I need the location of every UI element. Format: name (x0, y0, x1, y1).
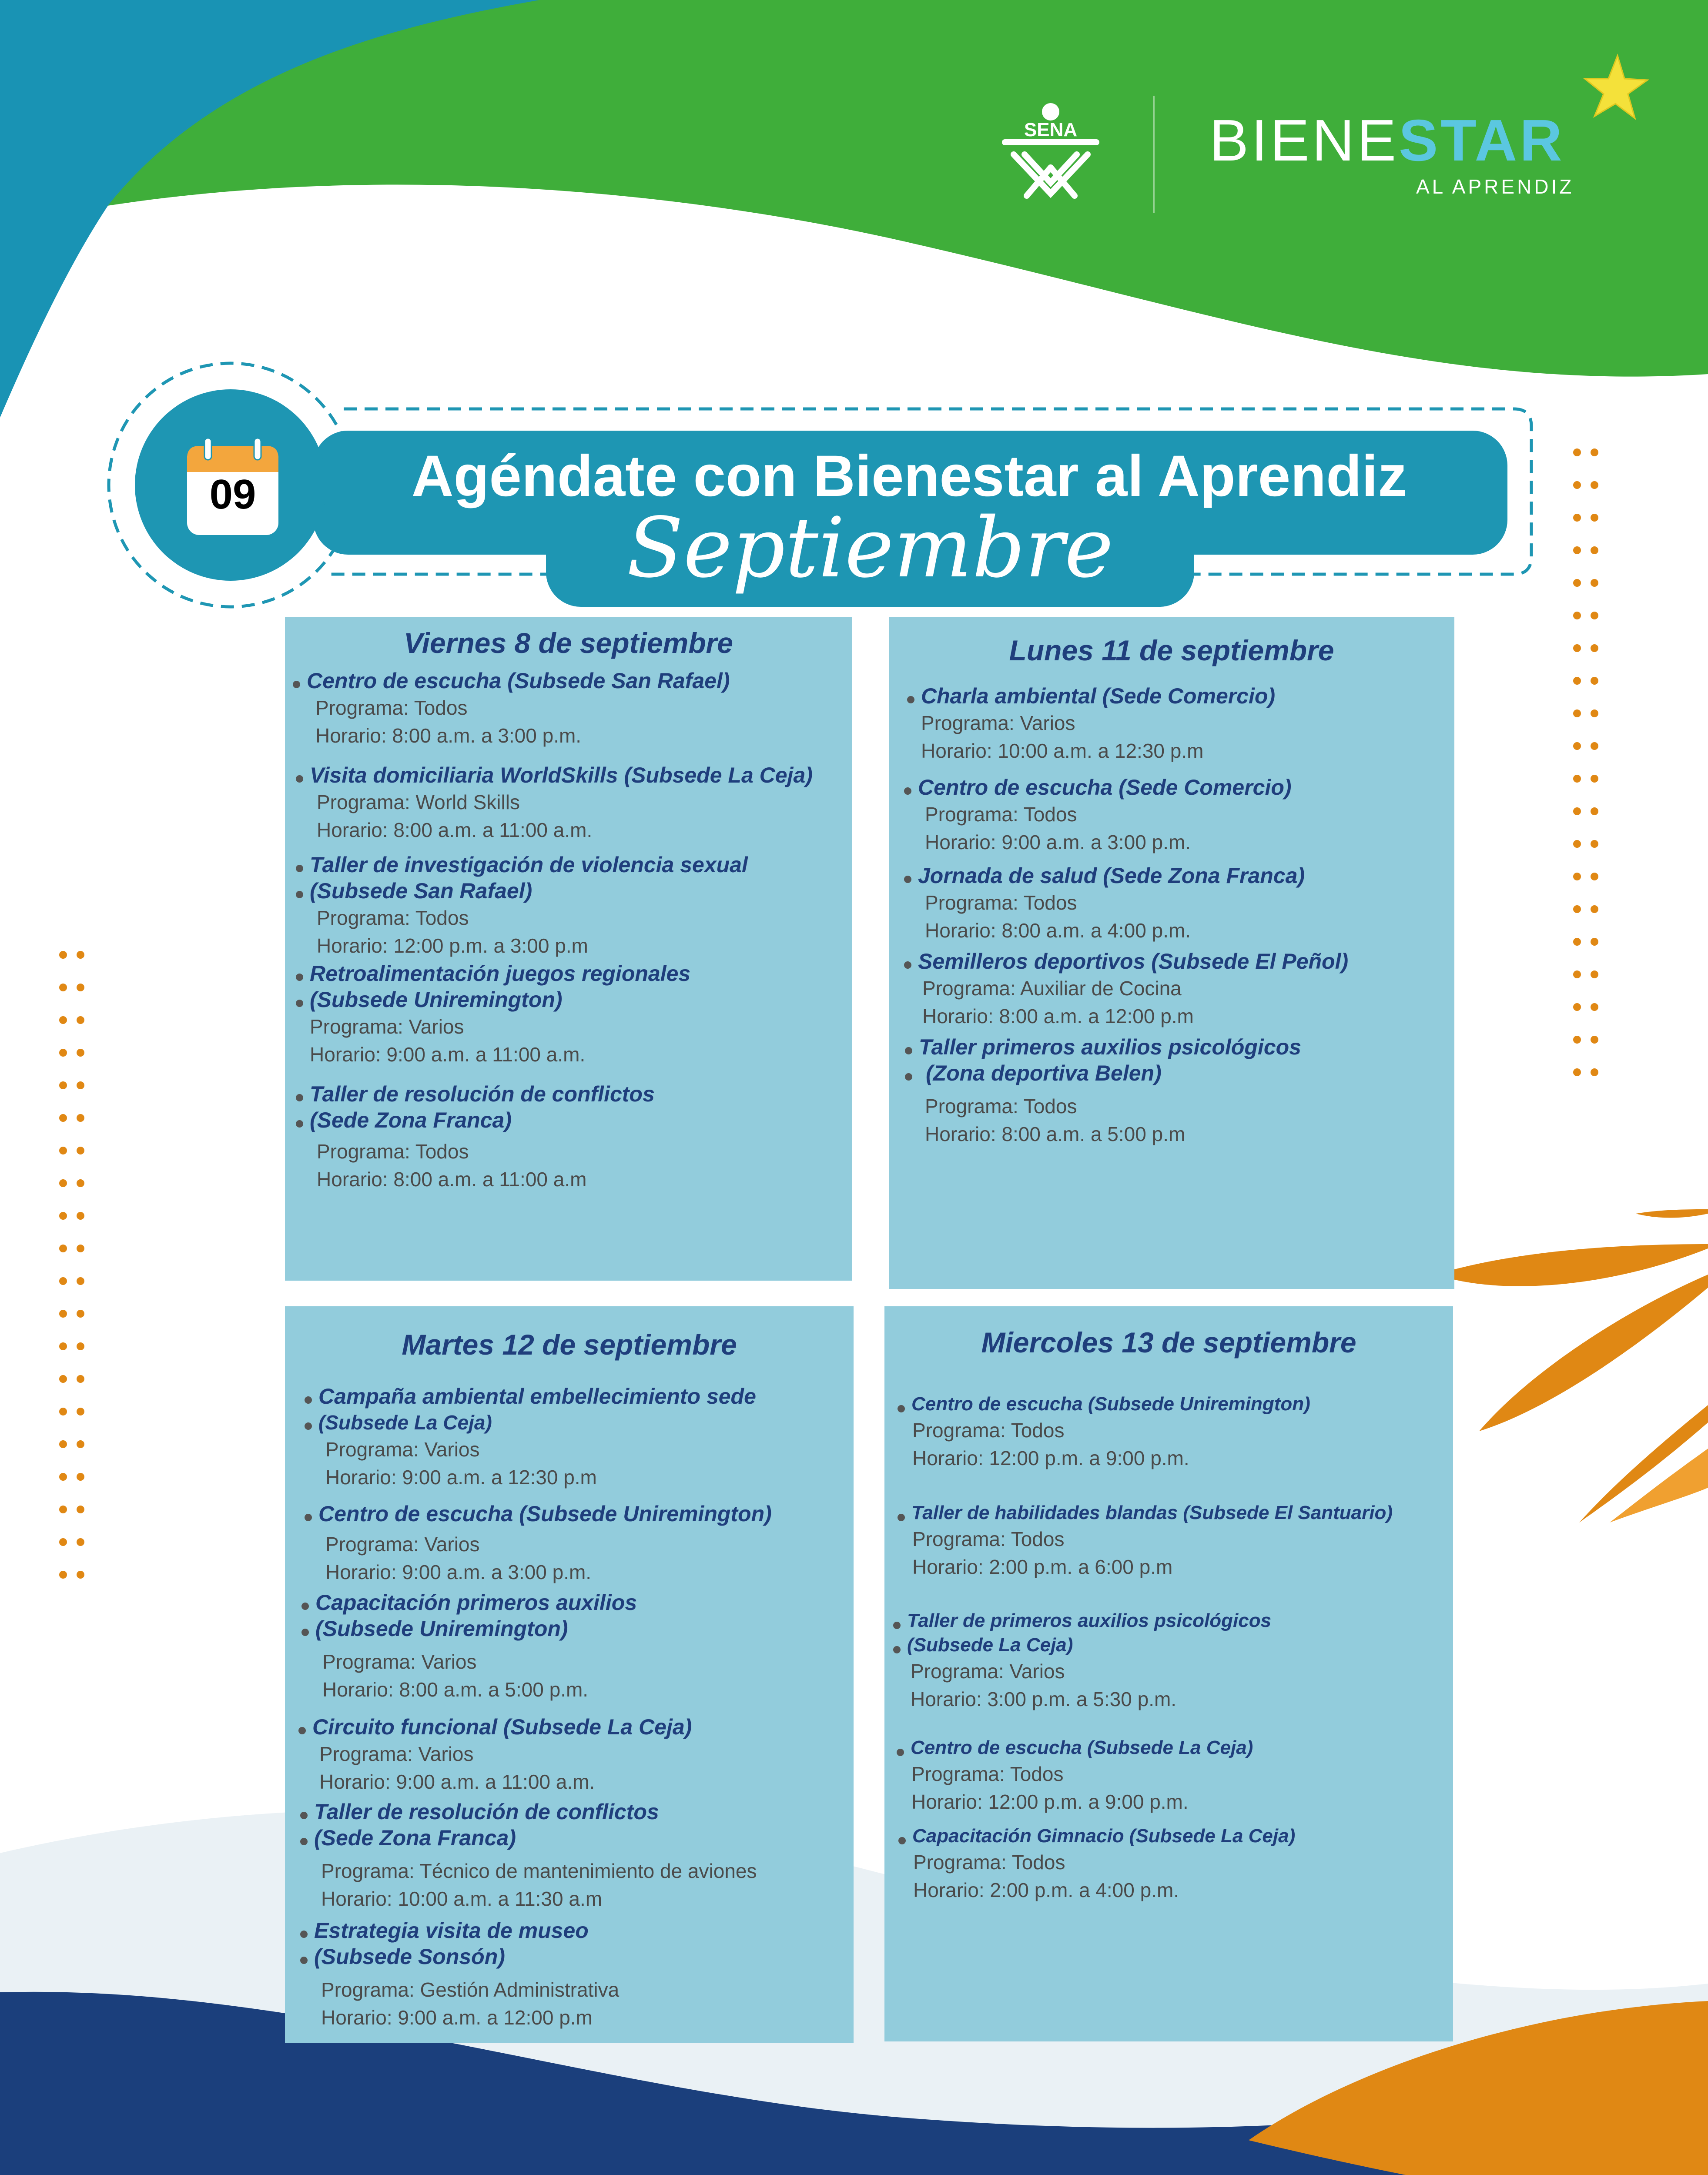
list-item (919, 1034, 1301, 1148)
event-program: Programa: Todos (912, 1419, 1065, 1442)
event-schedule: Horario: 8:00 a.m. a 11:00 a.m (317, 1168, 587, 1191)
event-schedule: Horario: 2:00 p.m. a 6:00 p.m (912, 1556, 1173, 1578)
event-schedule: Horario: 12:00 p.m. a 9:00 p.m. (911, 1790, 1189, 1813)
list-item (911, 1501, 1393, 1581)
calendar-day: 09 (209, 471, 256, 518)
event-schedule: Horario: 10:00 a.m. a 12:30 p.m (921, 740, 1204, 762)
event-title: Taller de resolución de conflictos (310, 1082, 655, 1106)
event-title: Centro de escucha (Subsede San Rafael) (307, 669, 730, 693)
event-program: Programa: Todos (913, 1851, 1065, 1874)
brand-light: BIENE (1209, 107, 1399, 173)
list-item (918, 863, 1305, 944)
event-program: Programa: Varios (911, 1660, 1065, 1683)
event-program: Programa: Todos (911, 1763, 1064, 1785)
event-schedule: Horario: 12:00 p.m. a 3:00 p.m (317, 934, 588, 957)
event-title-location: (Zona deportiva Belen) (919, 1060, 1301, 1086)
event-schedule: Horario: 2:00 p.m. a 4:00 p.m. (913, 1879, 1179, 1901)
event-schedule: Horario: 9:00 a.m. a 12:00 p.m (321, 2006, 593, 2029)
event-title-location: (Sede Zona Franca) (314, 1825, 757, 1851)
event-title-location: (Subsede La Ceja) (318, 1409, 756, 1436)
event-title: Charla ambiental (Sede Comercio) (921, 684, 1276, 708)
event-title-location: (Sede Zona Franca) (310, 1107, 655, 1133)
list-item (314, 1799, 757, 1913)
event-schedule: Horario: 9:00 a.m. a 3:00 p.m. (925, 831, 1191, 853)
day-title: Lunes 11 de septiembre (1009, 634, 1334, 666)
event-title: Semilleros deportivos (Subsede El Peñol) (918, 949, 1349, 974)
event-title: Capacitación Gimnacio (Subsede La Ceja) (912, 1824, 1295, 1848)
event-schedule: Horario: 8:00 a.m. a 5:00 p.m (925, 1123, 1186, 1145)
event-schedule: Horario: 9:00 a.m. a 11:00 a.m. (319, 1770, 595, 1793)
event-program: Programa: Todos (912, 1528, 1065, 1550)
list-item (911, 1736, 1253, 1816)
event-title: Centro de escucha (Sede Comercio) (918, 775, 1292, 800)
event-schedule: Horario: 3:00 p.m. a 5:30 p.m. (911, 1688, 1177, 1710)
list-item (921, 683, 1275, 765)
event-program: Programa: Varios (322, 1650, 477, 1673)
event-title-location: (Subsede Uniremington) (310, 987, 690, 1013)
list-item (318, 1501, 772, 1586)
month-title: Septiembre (626, 500, 1114, 596)
event-program: Programa: Todos (925, 1095, 1077, 1118)
event-program: Programa: Varios (921, 712, 1075, 734)
event-title: Centro de escucha (Subsede Uniremington) (911, 1392, 1310, 1416)
event-title: Centro de escucha (Subsede Uniremington) (318, 1502, 772, 1526)
list-item (310, 1081, 655, 1193)
event-schedule: Horario: 12:00 p.m. a 9:00 p.m. (912, 1447, 1189, 1469)
list-item (315, 1589, 637, 1703)
list-item (312, 1714, 692, 1796)
list-item (912, 1824, 1295, 1904)
event-schedule: Horario: 10:00 a.m. a 11:30 a.m (321, 1887, 603, 1910)
day-title: Miercoles 13 de septiembre (981, 1326, 1356, 1359)
event-schedule: Horario: 9:00 a.m. a 12:30 p.m (325, 1466, 597, 1489)
event-schedule: Horario: 8:00 a.m. a 5:00 p.m. (322, 1678, 589, 1701)
event-title: Taller de primeros auxilios psicológicos (907, 1609, 1271, 1633)
event-program: Programa: Todos (317, 907, 469, 929)
list-item (911, 1392, 1310, 1472)
list-item (907, 1609, 1271, 1713)
event-schedule: Horario: 8:00 a.m. a 11:00 a.m. (317, 819, 593, 841)
list-item (918, 948, 1348, 1030)
event-title: Centro de escucha (Subsede La Ceja) (911, 1736, 1253, 1760)
event-program: Programa: Técnico de mantenimiento de aviones (321, 1860, 757, 1882)
event-title: Estrategia visita de museo (314, 1917, 619, 1944)
list-item (307, 668, 730, 750)
list-item (318, 1383, 756, 1491)
list-item (918, 774, 1292, 856)
event-title: Jornada de salud (Sede Zona Franca) (918, 863, 1305, 888)
event-title: Circuito funcional (Subsede La Ceja) (312, 1715, 692, 1739)
brand-bold: STAR (1399, 107, 1565, 173)
dots-left (57, 950, 87, 1581)
event-program: Programa: World Skills (317, 791, 520, 813)
list-item (314, 1917, 619, 2031)
event-program: Programa: Varios (325, 1438, 480, 1461)
event-program: Programa: Auxiliar de Cocina (922, 977, 1182, 1000)
event-title-location: (Subsede San Rafael) (310, 878, 748, 904)
list-item (310, 960, 690, 1068)
event-title: Taller de habilidades blandas (Subsede El Santuario) (911, 1501, 1393, 1525)
event-program: Programa: Varios (310, 1015, 464, 1038)
event-program: Programa: Varios (319, 1743, 474, 1765)
event-program: Programa: Todos (925, 891, 1077, 914)
event-title: Campaña ambiental embellecimiento sede (318, 1384, 756, 1409)
event-title: Taller de resolución de conflictos (314, 1799, 757, 1825)
list-item (310, 762, 813, 844)
event-program: Programa: Todos (315, 696, 468, 719)
event-title-location: (Subsede La Ceja) (907, 1633, 1271, 1657)
event-program: Programa: Varios (325, 1533, 480, 1556)
event-schedule: Horario: 8:00 a.m. a 3:00 p.m. (315, 724, 582, 747)
day-title: Martes 12 de septiembre (402, 1328, 737, 1361)
page-title: Agéndate con Bienestar al Aprendiz (411, 444, 1407, 509)
event-title: Visita domiciliaria WorldSkills (Subsede La Ceja) (310, 763, 813, 787)
event-schedule: Horario: 9:00 a.m. a 3:00 p.m. (325, 1561, 592, 1583)
event-program: Programa: Todos (317, 1140, 469, 1163)
event-schedule: Horario: 8:00 a.m. a 12:00 p.m (922, 1005, 1194, 1027)
brand-subtitle: AL APRENDIZ (1416, 175, 1574, 198)
list-item (310, 852, 748, 960)
event-schedule: Horario: 8:00 a.m. a 4:00 p.m. (925, 919, 1191, 942)
sena-logo-text: SENA (1024, 119, 1078, 141)
event-program: Programa: Todos (925, 803, 1077, 826)
event-title-location: (Subsede Sonsón) (314, 1944, 619, 1970)
event-title-location: (Subsede Uniremington) (315, 1616, 637, 1642)
day-title: Viernes 8 de septiembre (404, 627, 733, 659)
event-title: Taller de investigación de violencia sexual (310, 853, 748, 877)
event-title: Capacitación primeros auxilios (315, 1590, 637, 1615)
event-schedule: Horario: 9:00 a.m. a 11:00 a.m. (310, 1043, 586, 1066)
event-title: Taller primeros auxilios psicológicos (919, 1035, 1301, 1059)
event-program: Programa: Gestión Administrativa (321, 1978, 620, 2001)
dots-right (1571, 448, 1601, 1079)
event-title: Retroalimentación juegos regionales (310, 961, 691, 986)
